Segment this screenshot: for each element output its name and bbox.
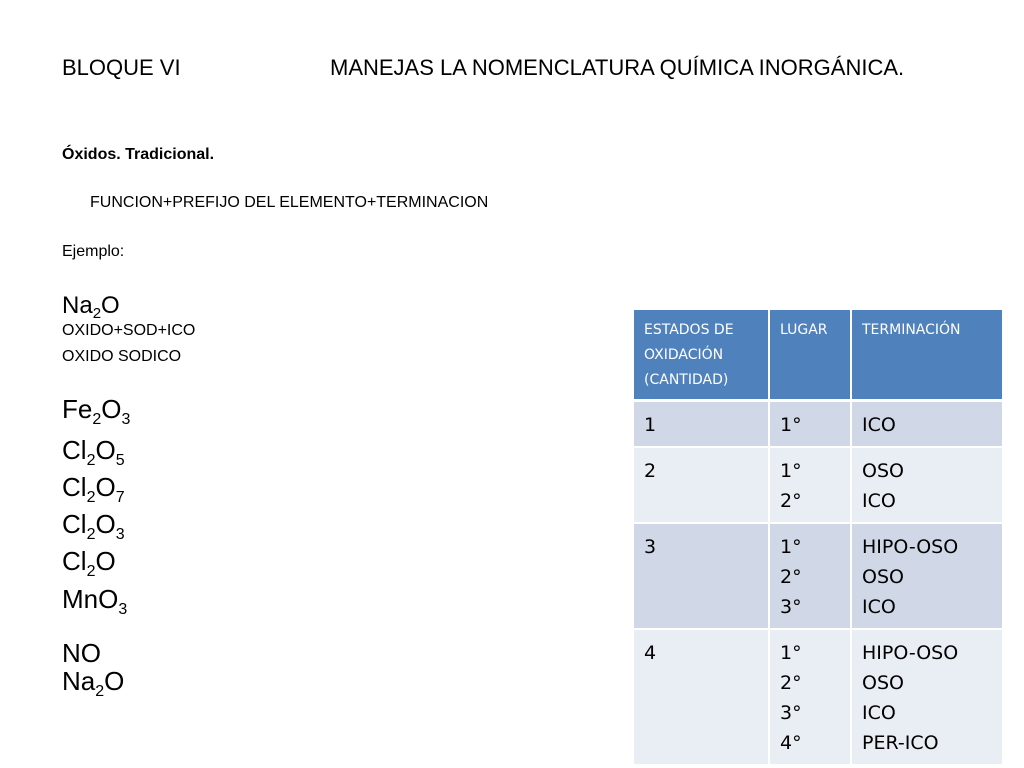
cell-estados: 2 xyxy=(634,447,769,523)
oxidation-table xyxy=(634,310,1004,766)
cell-terminacion-line: ICO xyxy=(862,596,896,618)
cell-terminacion-line: HIPO-OSO xyxy=(862,536,959,558)
formula-item: NO xyxy=(62,638,101,668)
cell-lugar-line: 3° xyxy=(780,702,802,724)
table-row xyxy=(634,629,1003,765)
nomenclature-rule: FUNCION+PREFIJO DEL ELEMENTO+TERMINACION xyxy=(90,194,489,211)
section-subtitle: Óxidos. Tradicional. xyxy=(62,146,215,163)
cell-lugar-line: 2° xyxy=(780,490,802,512)
cell-lugar xyxy=(769,401,851,448)
header-terminacion: TERMINACIÓN xyxy=(851,310,1003,401)
cell-estados: 1 xyxy=(634,401,769,448)
cell-terminacion-line: OSO xyxy=(862,460,904,482)
cell-estados: 4 xyxy=(634,629,769,765)
example-formula: $Na_2O$ xyxy=(62,292,120,322)
example-label: Ejemplo: xyxy=(62,243,125,260)
cell-lugar xyxy=(769,629,851,765)
cell-lugar-line: 1° xyxy=(780,536,802,558)
cell-terminacion-line: OSO xyxy=(862,672,904,694)
formula-item: $Cl_2O_7$ xyxy=(62,472,125,506)
formula-item: $Cl_2O_3$ xyxy=(62,509,125,543)
cell-terminacion-line: ICO xyxy=(862,490,896,512)
example-construction: OXIDO+SOD+ICO xyxy=(62,322,196,339)
formula-item: $Cl_2O_5$ xyxy=(62,435,125,469)
formula-item: MnO$_3$ xyxy=(62,584,128,618)
cell-terminacion-line: HIPO-OSO xyxy=(862,642,959,664)
cell-terminacion xyxy=(851,523,1003,629)
cell-terminacion xyxy=(851,447,1003,523)
cell-lugar xyxy=(769,523,851,629)
cell-terminacion xyxy=(851,629,1003,765)
formula-item: $Na_2O$ xyxy=(62,666,125,700)
table-row xyxy=(634,447,1003,523)
cell-lugar-line: 3° xyxy=(780,596,802,618)
cell-lugar xyxy=(769,447,851,523)
cell-lugar-line: 4° xyxy=(780,732,802,754)
header-lugar: LUGAR xyxy=(769,310,851,401)
cell-lugar-line: 2° xyxy=(780,566,802,588)
cell-lugar-line: 1° xyxy=(780,642,802,664)
cell-lugar-line: 1° xyxy=(780,414,802,436)
cell-terminacion-line: OSO xyxy=(862,566,904,588)
cell-terminacion-line: ICO xyxy=(862,414,896,436)
cell-lugar-line: 2° xyxy=(780,672,802,694)
block-label: BLOQUE VI xyxy=(62,55,181,80)
table-row xyxy=(634,523,1003,629)
formula-item: $Cl_2O$ xyxy=(62,546,116,580)
table-row xyxy=(634,401,1003,448)
page-title: MANEJAS LA NOMENCLATURA QUÍMICA INORGÁNICA. xyxy=(330,55,905,80)
cell-lugar-line: 1° xyxy=(780,460,802,482)
cell-terminacion-line: ICO xyxy=(862,702,896,724)
table-header-row xyxy=(634,310,1003,401)
formula-item: $Fe_2O_3$ xyxy=(62,394,131,428)
cell-estados: 3 xyxy=(634,523,769,629)
cell-terminacion xyxy=(851,401,1003,448)
example-name: OXIDO SODICO xyxy=(62,348,182,365)
header-estados: ESTADOS DE OXIDACIÓN (CANTIDAD) xyxy=(634,310,769,401)
cell-terminacion-line: PER-ICO xyxy=(862,732,939,754)
